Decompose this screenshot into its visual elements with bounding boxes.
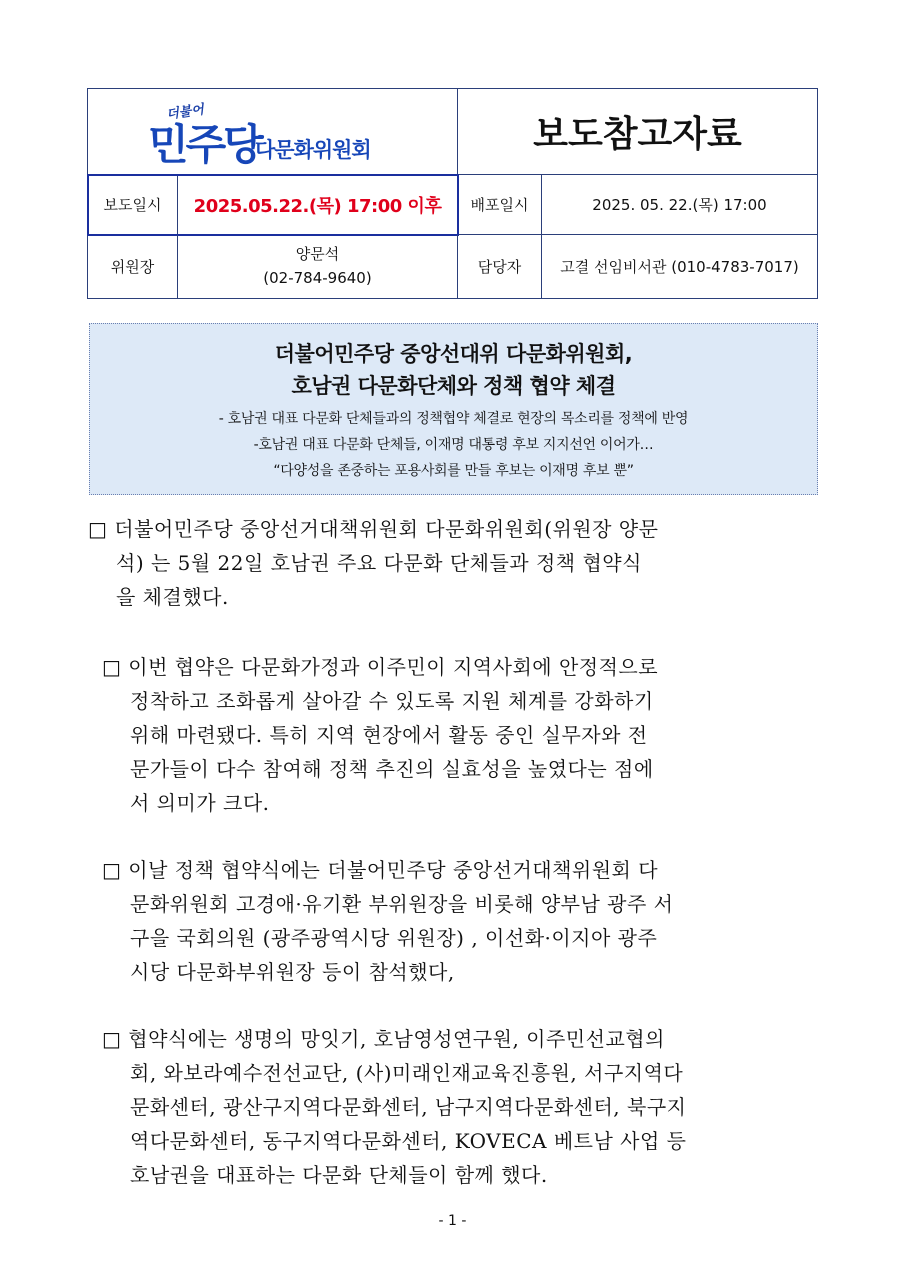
paragraph-line: □ 더불어민주당 중앙선거대책위원회 다문화위원회(위원장 양문 (88, 517, 659, 541)
header-top-row (88, 89, 817, 175)
paragraph-line: 서 의미가 크다. (130, 791, 270, 815)
subheadline-3: “다양성을 존중하는 포용사회를 만들 후보는 이재명 후보 뿐” (273, 463, 634, 479)
logo-main-text: 민주당 (148, 120, 261, 169)
release-date-label: 보도일시 (88, 175, 178, 234)
paragraph-line: □ 이번 협약은 다문화가정과 이주민이 지역사회에 안정적으로 (102, 655, 659, 679)
paragraph-line: 을 체결했다. (116, 585, 229, 609)
paragraph-line: 시당 다문화부위원장 등이 참석했다, (130, 960, 455, 984)
distribution-date-label: 배포일시 (458, 175, 542, 234)
paragraph-line: □ 협약식에는 생명의 망잇기, 호남영성연구원, 이주민선교협의 (102, 1027, 665, 1051)
paragraph-line: 역다문화센터, 동구지역다문화센터, KOVECA 베트남 사업 등 (130, 1129, 687, 1153)
document-type-title: 보도참고자료 (533, 114, 742, 155)
release-info-row (88, 175, 817, 235)
contact-person-label: 담당자 (458, 235, 542, 298)
logo-small-text: 더불어 (165, 102, 205, 123)
headline-line-1: 더불어민주당 중앙선대위 다문화위원회, (274, 342, 633, 366)
party-logo (88, 89, 458, 174)
paragraph-line: 구을 국회의원 (광주광역시당 위원장) , 이선화·이지아 광주 (130, 926, 658, 950)
contact-info-row (88, 235, 817, 298)
paragraph-line: 문화위원회 고경애·유기환 부위원장을 비롯해 양부남 광주 서 (130, 892, 674, 916)
headline-line-2: 호남권 다문화단체와 정책 협약 체결 (291, 374, 616, 398)
subheadline-2: -호남권 대표 다문화 단체들, 이재명 대통령 후보 지지선언 이어가… (253, 437, 654, 453)
paragraph-line: 호남권을 대표하는 다문화 단체들이 함께 했다. (130, 1163, 548, 1187)
paragraph-line: □ 이날 정책 협약식에는 더불어민주당 중앙선거대책위원회 다 (102, 858, 659, 882)
release-date-value: 2025.05.22.(목) 17:00 이후 (178, 175, 458, 234)
paragraph-line: 석) 는 5월 22일 호남권 주요 다문화 단체들과 정책 협약식 (116, 551, 642, 575)
chair-label: 위원장 (88, 235, 178, 298)
body-paragraph-2 (102, 650, 818, 820)
chair-phone: (02-784-9640) (263, 268, 372, 287)
distribution-date-value: 2025. 05. 22.(목) 17:00 (592, 196, 767, 214)
paragraph-line: 정착하고 조화롭게 살아갈 수 있도록 지원 체계를 강화하기 (130, 689, 654, 713)
body-paragraph-4 (102, 1022, 818, 1192)
logo-sub-text: 다문화위원회 (255, 138, 371, 162)
page-number: - 1 - (438, 1213, 467, 1229)
press-header-table (87, 88, 818, 299)
chair-name: 양문석 (295, 245, 340, 264)
body-paragraph-3 (102, 853, 818, 989)
subheadline-1: - 호남권 대표 다문화 단체들과의 정책협약 체결로 현장의 목소리를 정책에 반영 (218, 411, 689, 427)
paragraph-line: 문화센터, 광산구지역다문화센터, 남구지역다문화센터, 북구지 (130, 1095, 687, 1119)
body-paragraph-1 (88, 512, 818, 614)
paragraph-line: 회, 와보라예수전선교단, (사)미래인재교육진흥원, 서구지역다 (130, 1061, 684, 1085)
headline-summary-box (89, 323, 818, 495)
chair-value (178, 235, 458, 298)
contact-person-value: 고결 선임비서관 (010-4783-7017) (560, 258, 799, 276)
paragraph-line: 위해 마련됐다. 특히 지역 현장에서 활동 중인 실무자와 전 (130, 723, 648, 747)
paragraph-line: 문가들이 다수 참여해 정책 추진의 실효성을 높였다는 점에 (130, 757, 654, 781)
